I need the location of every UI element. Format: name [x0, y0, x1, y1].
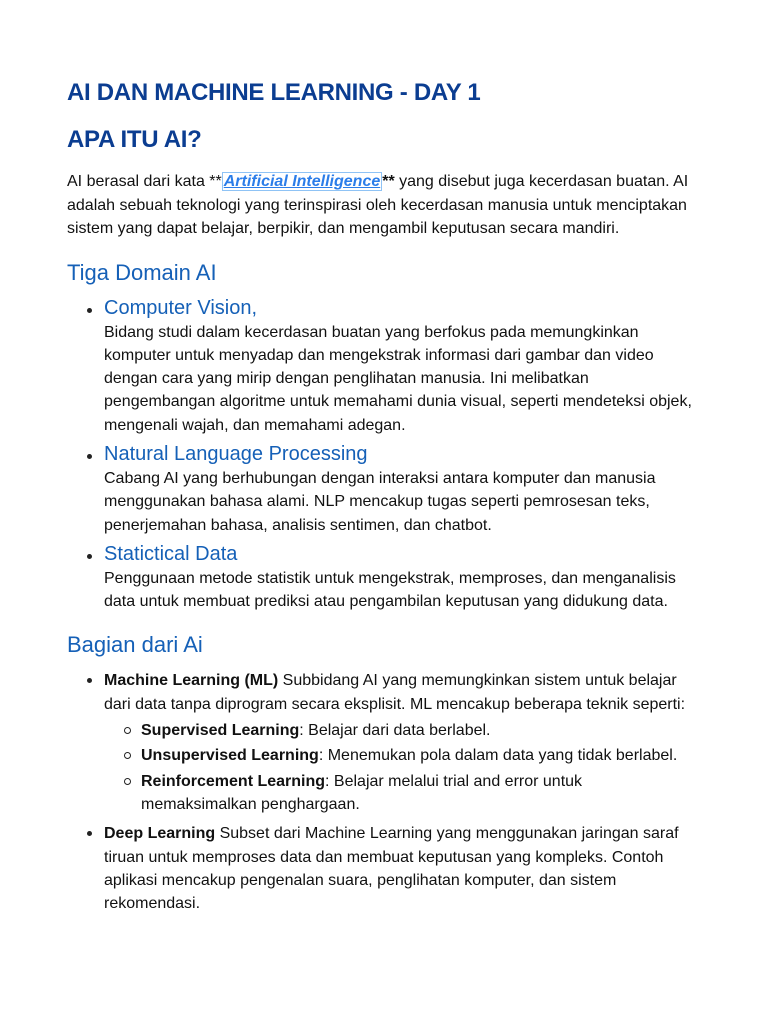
- supervised-text: : Belajar dari data berlabel.: [299, 722, 491, 740]
- reinforcement-text: : Belajar melalui trial and error untuk memaksimalkan penghargaan.: [141, 772, 583, 813]
- intro-paragraph: [67, 170, 700, 241]
- intro-text-after: yang disebut juga kecerdasan buatan. AI adalah sebuah teknologi yang terinspirasi oleh kecerdasan manusia untuk menciptakan sistem yang dapat belajar, berpikir, dan mengambil keputusan secara mandiri.: [67, 173, 689, 237]
- ml-techniques-list: [104, 719, 700, 816]
- term-machine-learning: Machine Learning (ML): [104, 672, 279, 690]
- list-item-statistical-data: [104, 541, 700, 614]
- heading-tiga-domain-ai: Tiga Domain AI: [67, 259, 217, 285]
- machine-learning-text: Subbidang AI yang memungkinkan sistem untuk belajar dari data tanpa diprogram secara eksplisit. ML mencakup beberapa teknik seperti:: [104, 672, 686, 713]
- heading-bagian-dari-ai: Bagian dari Ai: [67, 632, 203, 658]
- intro-stars: **: [382, 173, 395, 190]
- domain-list: [67, 295, 700, 614]
- domain-description: Bidang studi dalam kecerdasan buatan yang berfokus pada memungkinkan komputer untuk menyadap dan mengekstrak informasi dari gambar dan video dengan cara yang mirip dengan penglihatan manusia. Ini melibatkan pengembangan algoritme untuk memahami dunia visual, seperti mendeteksi objek, mengenali wajah, dan memahami adegan.: [104, 323, 692, 434]
- unsupervised-text: : Menemukan pola dalam data yang tidak berlabel.: [318, 747, 678, 765]
- list-item-supervised: [141, 719, 700, 742]
- artificial-intelligence-link[interactable]: Artificial Intelligence: [223, 173, 381, 190]
- list-item-nlp: [104, 441, 700, 537]
- deep-learning-text: Subset dari Machine Learning yang menggunakan jaringan saraf tiruan untuk memproses data dan membuat keputusan yang kompleks. Contoh aplikasi mencakup pengenalan suara, penglihatan komputer, dan sistem rekomendasi.: [104, 825, 679, 913]
- domain-description: Penggunaan metode statistik untuk mengekstrak, memproses, dan menganalisis data untuk membuat prediksi atau pengambilan keputusan yang didukung data.: [104, 569, 676, 611]
- term-deep-learning: Deep Learning: [104, 825, 216, 843]
- domain-description: Cabang AI yang berhubungan dengan interaksi antara komputer dan manusia menggunakan bahasa alami. NLP mencakup tugas seperti pemrosesan teks, penerjemahan bahasa, analisis sentimen, dan chatbot.: [104, 469, 656, 534]
- domain-title: Computer Vision,: [104, 296, 258, 319]
- ai-parts-list: [67, 669, 700, 915]
- list-item-unsupervised: [141, 744, 700, 767]
- term-supervised-learning: Supervised Learning: [141, 722, 300, 740]
- list-item-computer-vision: [104, 295, 700, 437]
- domain-title: Statictical Data: [104, 542, 238, 565]
- list-item-deep-learning: [104, 822, 700, 915]
- domain-title: Natural Language Processing: [104, 442, 368, 465]
- list-item-machine-learning: [104, 669, 700, 816]
- intro-text-before: AI berasal dari kata **: [67, 173, 222, 190]
- term-unsupervised-learning: Unsupervised Learning: [141, 747, 319, 765]
- term-reinforcement-learning: Reinforcement Learning: [141, 772, 326, 790]
- document-title: AI DAN MACHINE LEARNING - DAY 1: [67, 79, 481, 106]
- section-title-apa-itu-ai: APA ITU AI?: [67, 126, 202, 153]
- list-item-reinforcement: [141, 770, 700, 817]
